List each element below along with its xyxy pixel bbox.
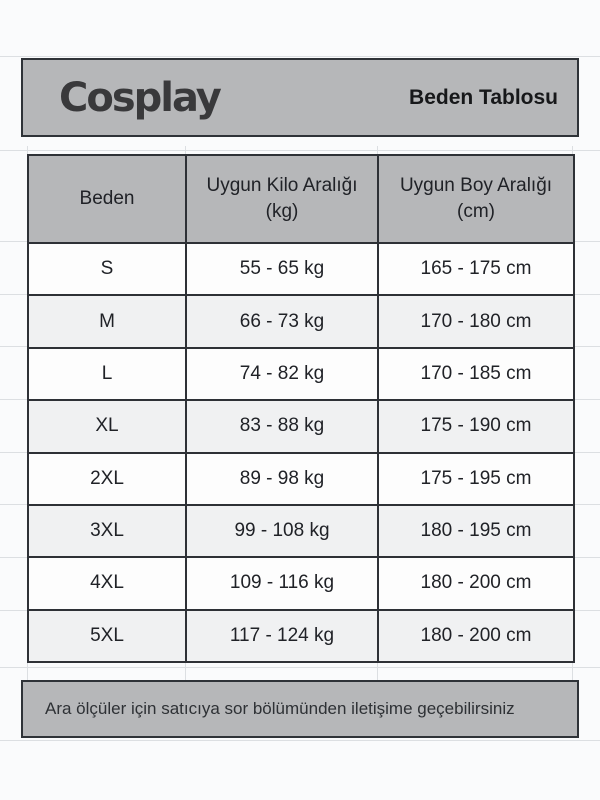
cell-size: 4XL xyxy=(28,557,186,609)
size-table-header xyxy=(28,155,574,243)
cell-weight: 83 - 88 kg xyxy=(186,400,378,452)
cell-height: 180 - 200 cm xyxy=(378,610,574,662)
cell-height: 165 - 175 cm xyxy=(378,243,574,295)
column-header-label: Uygun Boy Aralığı xyxy=(399,175,553,197)
cell-weight: 55 - 65 kg xyxy=(186,243,378,295)
column-header-size xyxy=(28,155,186,243)
cell-weight: 109 - 116 kg xyxy=(186,557,378,609)
table-row xyxy=(28,505,574,557)
cell-height: 175 - 195 cm xyxy=(378,453,574,505)
cell-size: 2XL xyxy=(28,453,186,505)
cell-size: S xyxy=(28,243,186,295)
footer-note xyxy=(21,680,579,738)
page-title: Beden Tablosu xyxy=(409,85,558,109)
cell-weight: 74 - 82 kg xyxy=(186,348,378,400)
column-header-unit: (cm) xyxy=(457,201,495,222)
cell-size: L xyxy=(28,348,186,400)
footer-note-text: Ara ölçüler için satıcıya sor bölümünden iletişime geçebilirsiniz xyxy=(45,699,515,718)
column-header-unit: (kg) xyxy=(265,201,299,222)
cell-weight: 89 - 98 kg xyxy=(186,453,378,505)
grid-line xyxy=(0,740,600,741)
brand-logo: Cosplay xyxy=(59,74,220,121)
table-row xyxy=(28,243,574,295)
table-row xyxy=(28,610,574,662)
cell-size: M xyxy=(28,295,186,347)
cell-weight: 99 - 108 kg xyxy=(186,505,378,557)
table-row xyxy=(28,348,574,400)
cell-height: 170 - 180 cm xyxy=(378,295,574,347)
grid-line xyxy=(0,56,600,57)
cell-size: 3XL xyxy=(28,505,186,557)
table-row xyxy=(28,557,574,609)
column-header-weight xyxy=(186,155,378,243)
header-row xyxy=(28,155,574,243)
grid-line xyxy=(0,667,600,668)
column-header-label: Beden xyxy=(79,188,135,210)
cell-weight: 117 - 124 kg xyxy=(186,610,378,662)
cell-height: 180 - 195 cm xyxy=(378,505,574,557)
grid-line xyxy=(0,150,600,151)
cell-weight: 66 - 73 kg xyxy=(186,295,378,347)
header-banner xyxy=(21,58,579,137)
table-row xyxy=(28,400,574,452)
table-row xyxy=(28,295,574,347)
cell-size: XL xyxy=(28,400,186,452)
cell-height: 180 - 200 cm xyxy=(378,557,574,609)
column-header-height xyxy=(378,155,574,243)
column-header-label: Uygun Kilo Aralığı xyxy=(206,175,358,197)
table-row xyxy=(28,453,574,505)
size-table-body xyxy=(28,243,574,662)
size-table xyxy=(27,154,575,663)
cell-height: 175 - 190 cm xyxy=(378,400,574,452)
cell-size: 5XL xyxy=(28,610,186,662)
cell-height: 170 - 185 cm xyxy=(378,348,574,400)
